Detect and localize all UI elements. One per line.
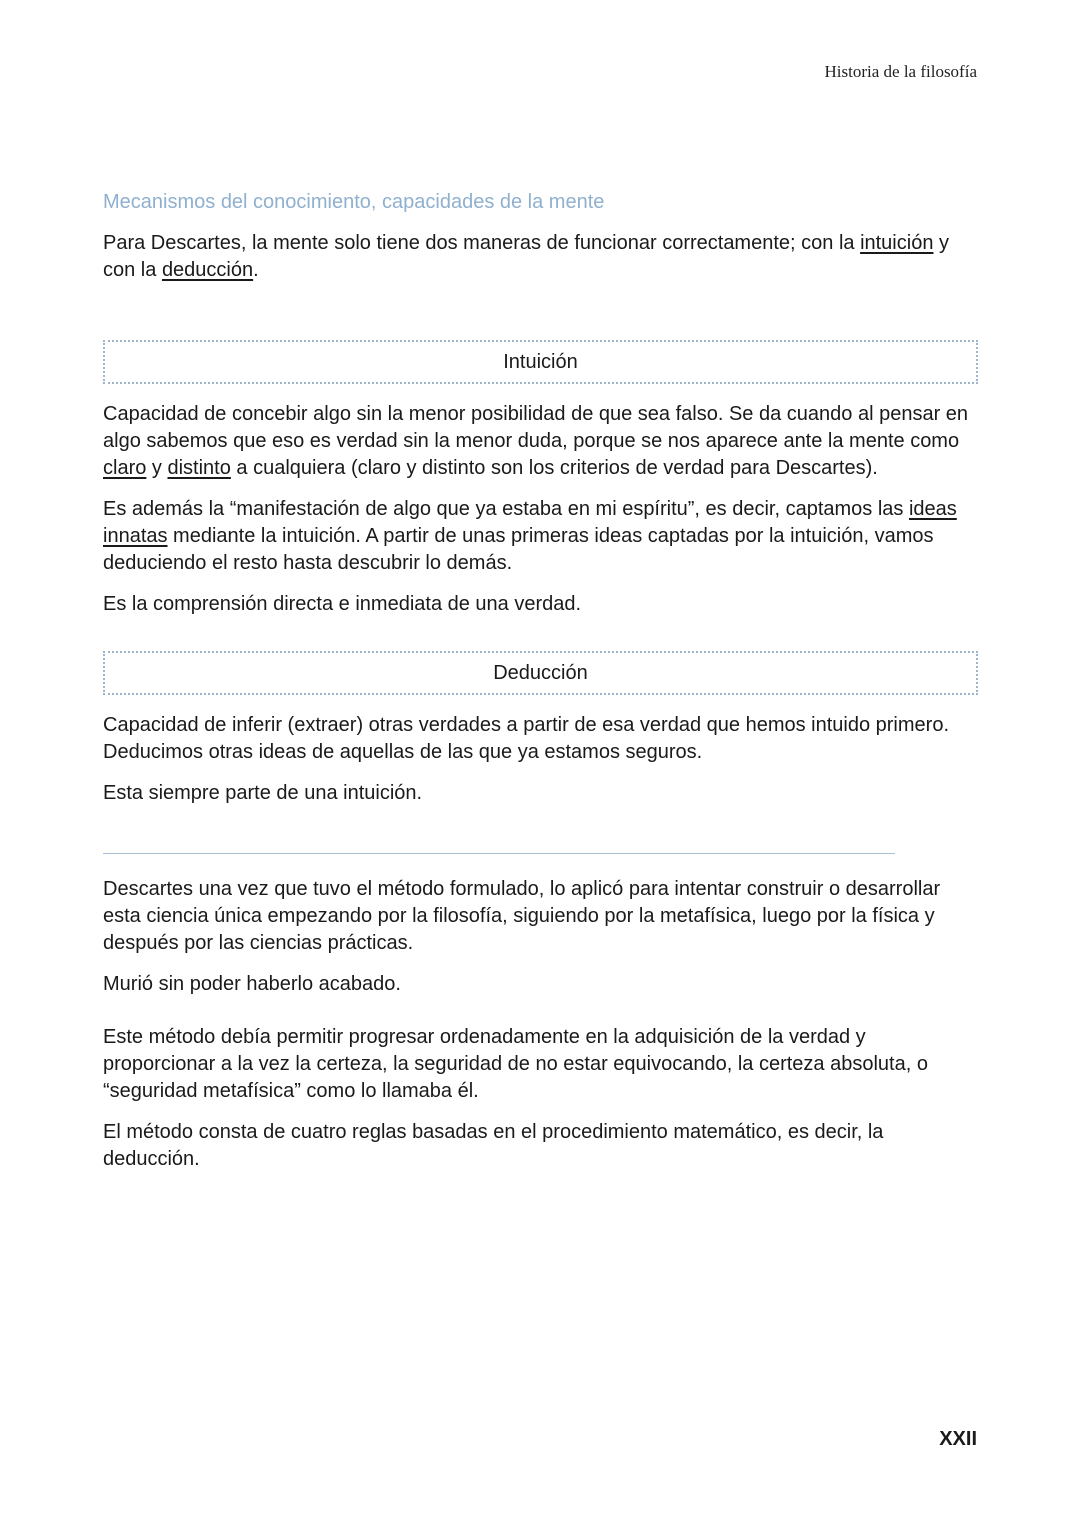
metodo-paragraph-2: Murió sin poder haberlo acabado. bbox=[103, 973, 401, 995]
term-distinto: distinto bbox=[167, 457, 231, 479]
term-intuicion: intuición bbox=[860, 232, 934, 254]
section-title: Mecanismos del conocimiento, capacidades de la mente bbox=[103, 191, 605, 213]
section-divider bbox=[103, 853, 895, 854]
term-deduccion: deducción bbox=[161, 259, 254, 281]
intuicion-p1-text-b: a cualquiera (claro y distinto son los criterios de verdad para Descartes). bbox=[230, 457, 878, 479]
term-claro: claro bbox=[103, 457, 147, 479]
metodo-paragraph-4: El método consta de cuatro reglas basadas en el procedimiento matemático, es decir, la deducción. bbox=[103, 1121, 884, 1170]
deduccion-heading: Deducción bbox=[493, 661, 588, 684]
deduccion-heading-box bbox=[103, 651, 978, 695]
intuicion-p1-and: y bbox=[146, 457, 168, 479]
metodo-paragraph-1: Descartes una vez que tuvo el método formulado, lo aplicó para intentar construir o desarrollar esta ciencia única empezando por la filosofía, siguiendo por la metafísica, luego por la física y después por las ciencias prácticas. bbox=[103, 878, 941, 954]
intuicion-heading-box bbox=[103, 340, 978, 384]
deduccion-paragraph-1: Capacidad de inferir (extraer) otras verdades a partir de esa verdad que hemos intuido primero. Deducimos otras ideas de aquellas de las que ya estamos seguros. bbox=[103, 714, 949, 763]
running-header: Historia de la filosofía bbox=[824, 62, 977, 81]
deduccion-paragraph-2: Esta siempre parte de una intuición. bbox=[103, 782, 423, 804]
intuicion-heading: Intuición bbox=[503, 350, 578, 373]
intuicion-paragraph-1 bbox=[103, 401, 978, 482]
intro-paragraph bbox=[103, 230, 978, 284]
intuicion-p2-text-b: mediante la intuición. A partir de unas primeras ideas captadas por la intuición, vamos deduciendo el resto hasta descubrir lo demás. bbox=[103, 525, 934, 574]
intro-text-before: Para Descartes, la mente solo tiene dos maneras de funcionar correctamente; con la bbox=[103, 232, 861, 254]
page-content bbox=[103, 188, 978, 1187]
intuicion-paragraph-3: Es la comprensión directa e inmediata de una verdad. bbox=[103, 593, 582, 615]
term-ideas-innatas: ideas innatas bbox=[103, 498, 957, 547]
intro-text-after: . bbox=[253, 259, 259, 281]
intuicion-p2-text-a: Es además la “manifestación de algo que ya estaba en mi espíritu”, es decir, captamos las bbox=[103, 498, 909, 520]
intuicion-p1-text-a: Capacidad de concebir algo sin la menor posibilidad de que sea falso. Se da cuando al pensar en algo sabemos que eso es verdad sin la menor duda, porque se nos aparece ante la mente como bbox=[103, 403, 969, 452]
metodo-paragraph-3: Este método debía permitir progresar ordenadamente en la adquisición de la verdad y proporcionar a la vez la certeza, la seguridad de no estar equivocando, la certeza absoluta, o “seguridad metafísica” como lo llamaba él. bbox=[103, 1026, 928, 1102]
intro-text-middle: y con la bbox=[103, 232, 950, 281]
intuicion-paragraph-2 bbox=[103, 496, 978, 577]
page-number: XXII bbox=[939, 1428, 977, 1450]
